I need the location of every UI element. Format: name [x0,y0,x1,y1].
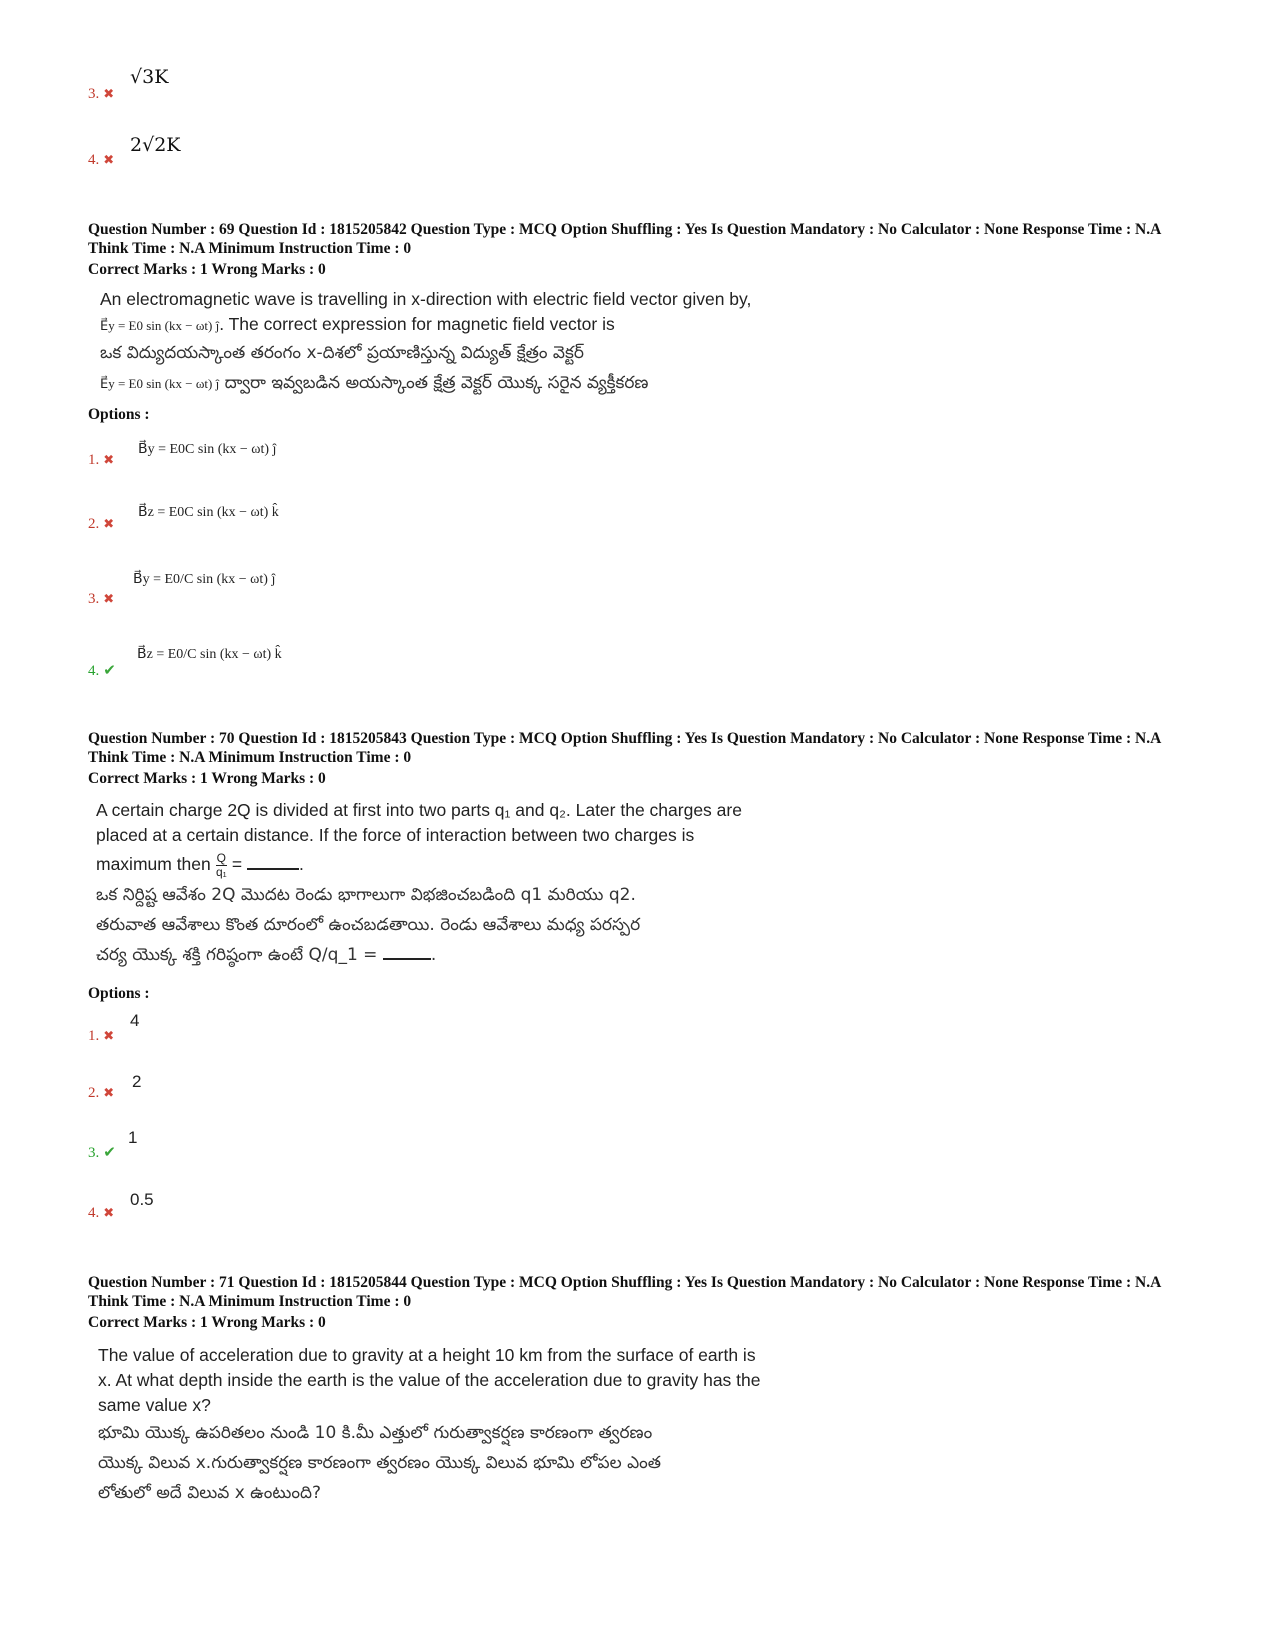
q70-option-2-value: 2 [132,1072,142,1091]
q69-option-4-expr: B⃗z = E0/C sin (kx − ωt) k̂ [137,647,282,662]
q70-option-4-value: 0.5 [130,1190,154,1209]
q69-electric-field-formula-te: E⃗y = E0 sin (kx − ωt) ĵ [100,376,220,391]
q70-meta: Question Number : 70 Question Id : 1815205843 Question Type : MCQ Option Shuffling : Yes Is Question Mandatory : No Calculator : None Response Time : N.A Think Time : N.A Minimum Instruction Time : 0 [88,730,1161,766]
q71-marks: Correct Marks : 1 Wrong Marks : 0 [88,1314,326,1331]
prev-option-3-expr: √3K [130,66,169,88]
q71-text-en-1: The value of acceleration due to gravity at a height 10 km from the surface of earth is [98,1345,756,1365]
q70-answer-blank-te [383,944,431,960]
q69-electric-field-formula: E⃗y = E0 sin (kx − ωt) ĵ [100,318,220,333]
wrong-icon: ✖ [103,516,115,531]
q69-text-en-2-line: E⃗y = E0 sin (kx − ωt) ĵ. The correct expression for magnetic field vector is [100,314,615,334]
prev-option-4-expr: 2√2K [130,134,181,156]
wrong-icon: ✖ [103,86,115,101]
q69-option-3: 3. ✖ [88,591,115,607]
prev-option-3: 3. ✖ [88,86,115,102]
q69-meta: Question Number : 69 Question Id : 1815205842 Question Type : MCQ Option Shuffling : Yes Is Question Mandatory : No Calculator : None Response Time : N.A Think Time : N.A Minimum Instruction Time : 0 [88,221,1161,257]
q69-option-1-expr: B⃗y = E0C sin (kx − ωt) ĵ [138,442,277,457]
q70-option-4: 4. ✖ [88,1205,115,1221]
q70-text-te-1: ఒక నిర్దిష్ట ఆవేశం 2Q మొదట రెండు భాగాలుగా విభజించబడింది q1 మరియు q2. [96,885,636,905]
q71-body [98,1343,838,1508]
q70-body [96,798,836,970]
q69-marks: Correct Marks : 1 Wrong Marks : 0 [88,261,326,278]
q69-text-te-1: ఒక విద్యుదయస్కాంత తరంగం x-దిశలో ప్రయాణిస్తున్న విద్యుత్ క్షేత్రం వెక్టర్ [100,343,584,363]
wrong-icon: ✖ [103,591,115,606]
q70-text-te-2: తరువాత ఆవేశాలు కొంత దూరంలో ఉంచబడతాయి. రెండు ఆవేశాలు మధ్య పరస్పర [96,915,641,935]
q69-option-3-expr: B⃗y = E0/C sin (kx − ωt) ĵ [133,572,276,587]
prev-option-4: 4. ✖ [88,152,115,168]
q70-option-3-value: 1 [128,1128,138,1147]
q71-meta: Question Number : 71 Question Id : 1815205844 Question Type : MCQ Option Shuffling : Yes Is Question Mandatory : No Calculator : None Response Time : N.A Think Time : N.A Minimum Instruction Time : 0 [88,1274,1161,1310]
wrong-icon: ✖ [103,152,115,167]
wrong-icon: ✖ [103,1205,115,1220]
q69-option-4: 4. ✔ [88,663,116,679]
q70-option-2: 2. ✖ [88,1085,115,1101]
wrong-icon: ✖ [103,1085,115,1100]
wrong-icon: ✖ [103,452,115,467]
q71-text-te-3: లోతులో అదే విలువ x ఉంటుంది? [98,1483,322,1503]
q69-options-label: Options : [88,406,150,423]
q70-text-en-2: placed at a certain distance. If the force of interaction between two charges is [96,825,695,845]
q71-text-te-2: యొక్క విలువ x.గురుత్వాకర్షణ కారణంగా త్వరణం యొక్క విలువ భూమి లోపల ఎంత [98,1453,662,1473]
q70-options-label: Options : [88,985,150,1002]
q69-text-te-2-line: E⃗y = E0 sin (kx − ωt) ĵ ద్వారా ఇవ్వబడిన అయస్కాంత క్షేత్ర వెక్టర్ యొక్క సరైన వ్యక్తీకరణ [100,373,649,393]
correct-icon: ✔ [103,663,116,679]
q69-option-2-expr: B⃗z = E0C sin (kx − ωt) k̂ [138,505,279,520]
q69-body [100,287,830,399]
q70-marks: Correct Marks : 1 Wrong Marks : 0 [88,770,326,787]
q71-text-te-1: భూమి యొక్క ఉపరితలం నుండి 10 కి.మీ ఎత్తులో గురుత్వాకర్షణ కారణంగా త్వరణం [98,1423,653,1443]
q70-option-3: 3. ✔ [88,1145,116,1161]
q70-text-en-1: A certain charge 2Q is divided at first into two parts q₁ and q₂. Later the charges are [96,800,742,820]
q70-answer-blank [247,854,299,870]
q69-text-en-1: An electromagnetic wave is travelling in x-direction with electric field vector given by, [100,289,752,309]
q70-option-1-value: 4 [130,1011,140,1030]
q69-option-1: 1. ✖ [88,452,115,468]
q70-text-en-3-line: maximum then $\frac{Q}{\text{q₁}}$ = . [96,850,304,879]
correct-icon: ✔ [103,1145,116,1161]
q71-text-en-2: x. At what depth inside the earth is the value of the acceleration due to gravity has the [98,1370,761,1390]
q71-text-en-3: same value x? [98,1395,211,1415]
q70-option-1: 1. ✖ [88,1028,115,1044]
q70-fraction: $\frac{Q}{\text{q₁}}$ [215,850,227,879]
wrong-icon: ✖ [103,1028,115,1043]
q69-option-2: 2. ✖ [88,516,115,532]
q70-text-te-3-line: చర్య యొక్క శక్తి గరిష్ఠంగా ఉంటే Q/q_1 = . [96,945,437,965]
